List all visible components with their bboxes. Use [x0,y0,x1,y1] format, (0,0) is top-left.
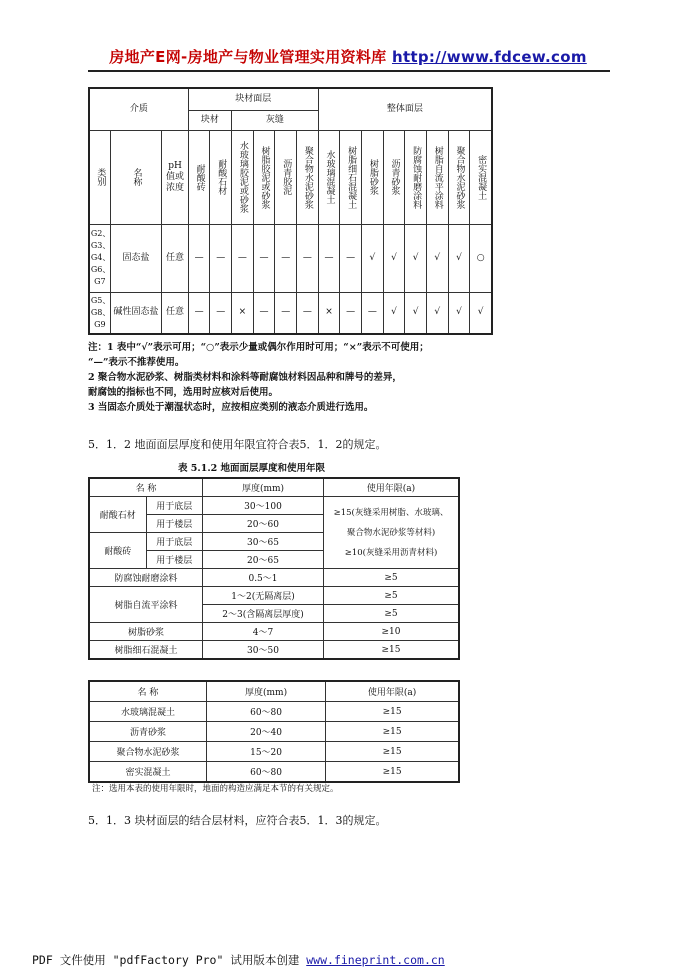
cell: — [253,224,275,292]
cell: — [362,292,384,334]
cell: — [340,224,362,292]
site-url-link[interactable]: http://www.fdcew.com [391,48,587,66]
medium-selection-table [88,87,493,335]
cell: √ [405,292,427,334]
col-header: 树脂胶泥或砂浆 [259,145,270,209]
table-row [89,292,492,334]
cell: √ [448,224,470,292]
col-header: 树脂自流平涂料 [432,145,443,209]
row-thickness: 15～20 [206,742,325,762]
header-name: 名 称 [89,478,203,497]
row-thickness: 30～50 [203,641,324,660]
row-type: G2、G3、G4、G6、G7 [90,229,111,286]
cell: × [232,292,254,334]
row-name: 聚合物水泥砂浆 [89,742,206,762]
cell: √ [426,224,448,292]
table-row [89,722,459,742]
table-row [89,587,459,605]
col-header: 聚合物水泥砂浆 [302,145,313,209]
row-ph: 任意 [162,224,189,292]
site-header [88,46,608,72]
cell: √ [383,292,405,334]
row-life: ≥5 [324,587,460,605]
note-line: 注：1 表中“√”表示可用；“○”表示少量或偶尔作用时可用；“×”表示不可使用； [88,342,429,353]
group-joint: 灰缝 [232,110,319,130]
note-line: 2 聚合物水泥砂浆、树脂类材料和涂料等耐腐蚀材料因品种和牌号的差异， [88,372,402,383]
row-ph: 任意 [162,292,189,334]
footer-link[interactable]: www.fineprint.com.cn [306,953,445,967]
row-thickness: 20～40 [206,722,325,742]
cell: — [188,292,210,334]
header-divider [88,70,610,72]
row-name: 耐酸石材 [89,497,146,533]
row-thickness: 20～65 [203,551,324,569]
cell: — [275,224,297,292]
row-life: ≥10 [324,623,460,641]
pdf-footer [32,952,445,968]
row-life: ≥15 [326,702,459,722]
row-life: ≥5 [324,605,460,623]
cell: — [297,292,319,334]
cell: — [297,224,319,292]
row-thickness: 30～100 [203,497,324,515]
row-name: 树脂细石混凝土 [89,641,203,660]
col-ph: pH值或浓度 [165,160,184,193]
col-header: 聚合物水泥砂浆 [454,145,465,209]
note-line: 3 当固态介质处于潮湿状态时，应按相应类别的液态介质进行选用。 [88,402,374,413]
row-name: 密实混凝土 [89,762,206,783]
row-life: ≥5 [324,569,460,587]
cell: — [340,292,362,334]
cell: — [188,224,210,292]
row-thickness: 2～3(含隔离层厚度) [203,605,324,623]
row-name: 树脂自流平涂料 [89,587,203,623]
col-header: 水玻璃混凝土 [324,150,335,204]
col-header: 树脂砂浆 [367,159,378,195]
header-thickness: 厚度(mm) [203,478,324,497]
header-name: 名 称 [89,681,206,702]
group-whole: 整体面层 [318,88,492,130]
row-name: 防腐蚀耐磨涂料 [89,569,203,587]
table-row [89,623,459,641]
floor-thickness-table [88,477,460,660]
row-sub: 用于楼层 [146,551,202,569]
paragraph-5-1-2: 5．1．2 地面面层厚度和使用年限宜符合表5．1．2的规定。 [88,438,387,451]
row-thickness: 4～7 [203,623,324,641]
cell: — [318,224,340,292]
row-name: 耐酸砖 [89,533,146,569]
table-row [89,742,459,762]
row-type: G5、G8、G9 [90,295,111,329]
row-name: 沥青砂浆 [89,722,206,742]
cell: √ [405,224,427,292]
table1-notes [88,340,508,415]
row-name: 水玻璃混凝土 [89,702,206,722]
floor-thickness-table-2 [88,680,460,783]
col-header: 耐酸石材 [216,159,227,195]
life-line: ≥15(灰缝采用树脂、水玻璃、 [333,507,449,518]
note-line: 耐腐蚀的指标也不同，选用时应核对后使用。 [88,387,279,398]
row-life: ≥15 [326,722,459,742]
header-life: 使用年限(a) [324,478,460,497]
row-thickness: 1～2(无隔离层) [203,587,324,605]
cell: × [318,292,340,334]
row-thickness: 20～60 [203,515,324,533]
group-medium: 介质 [89,88,188,130]
col-header: 沥青砂浆 [389,159,400,195]
row-thickness: 60～80 [206,762,325,783]
col-header: 耐酸砖 [194,163,205,191]
row-name: 树脂砂浆 [89,623,203,641]
col-header: 树脂细石混凝土 [346,145,357,209]
table3-note: 注：选用本表的使用年限时，地面的构造应满足本节的有关规定。 [92,784,339,794]
col-header: 沥青胶泥 [281,159,292,195]
row-life: ≥15 [324,641,460,660]
table2-caption: 表 5.1.2 地面面层厚度和使用年限 [178,463,326,474]
cell: — [210,292,232,334]
cell: √ [383,224,405,292]
col-type: 类别 [95,168,106,186]
cell: — [210,224,232,292]
header-life: 使用年限(a) [326,681,459,702]
cell: — [275,292,297,334]
group-block-material: 块材 [188,110,231,130]
cell: √ [470,292,492,334]
site-title: 房地产E网-房地产与物业管理实用资料库 [109,48,387,66]
row-sub: 用于底层 [146,533,202,551]
cell: — [253,292,275,334]
group-block: 块材面层 [188,88,318,110]
row-life: ≥15 [326,762,459,783]
row-thickness: 60～80 [206,702,325,722]
life-line: ≥10(灰缝采用沥青材料) [344,547,438,558]
row-sub: 用于底层 [146,497,202,515]
cell: √ [426,292,448,334]
row-thickness: 0.5～1 [203,569,324,587]
col-header: 水玻璃胶泥或砂浆 [237,141,248,213]
note-line: “—”表示不推荐使用。 [88,357,185,368]
row-name: 固态盐 [110,224,162,292]
row-thickness: 30～65 [203,533,324,551]
table-row [89,569,459,587]
cell: — [232,224,254,292]
table-row [89,224,492,292]
row-sub: 用于楼层 [146,515,202,533]
col-header: 密实混凝土 [476,154,487,200]
table-row [89,702,459,722]
header-thickness: 厚度(mm) [206,681,325,702]
table-row [89,641,459,660]
row-life: ≥15 [326,742,459,762]
footer-text: PDF 文件使用 "pdfFactory Pro" 试用版本创建 [32,953,307,967]
col-name: 名称 [131,168,142,186]
row-name: 碱性固态盐 [110,292,162,334]
cell: ○ [470,224,492,292]
paragraph-5-1-3: 5．1．3 块材面层的结合层材料，应符合表5．1．3的规定。 [88,814,387,827]
cell: √ [448,292,470,334]
table-row [89,762,459,783]
life-line: 聚合物水泥砂浆等材料) [346,527,436,538]
cell: √ [362,224,384,292]
col-header: 防腐蚀耐磨涂料 [411,145,422,209]
table-row [89,497,459,515]
